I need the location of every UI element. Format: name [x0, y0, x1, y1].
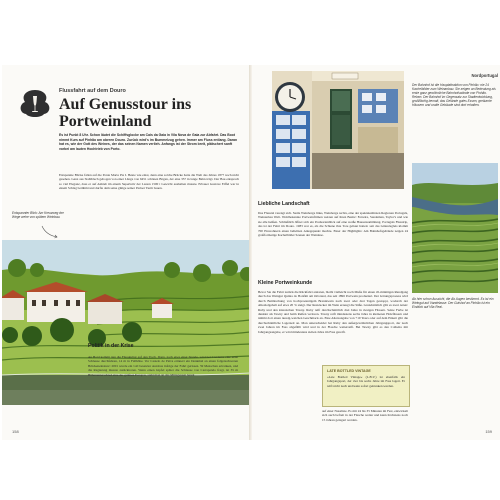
river-caption: Ab hier schon Aussicht, die Ab Augen bestimmt. Es ist ein Weingut auf Vandelasse. Der Gutshof an Pinhão ist ein Einblick auf Vila Real.: [412, 297, 494, 310]
right-page: [252, 65, 500, 440]
section-body-politik: An Bord kommt nun die Flusskultur auf den Tisch. Dann, nach etwa einer Stunde, wird bei Crestuma eine erste Schleuse durchfahren, 14 m in Fallhöhe. Vor Castelo de Paiva erinnert ein Denkmal an einen folgenschweren Brückeneinsturz: 2001 wurde ein voll besetzter Autobus infolge der Fahrt gerissen. 59 Menschen ertranken, und die Regierung musste zurücktreten. Wenn einen Gipfel später die Schleuse von Carrapatelo fragt, ist 35 m Höhenunterschied eine der größten Europas, steht man an das Mittagessen bereit.: [88, 355, 238, 377]
section-heading-portweinkunde: Kleine Portweinkunde: [258, 280, 313, 286]
tip-box: [322, 365, 410, 407]
tip-body: »Late Bottled Vintage« (L.B.V.) ist ebenfalls ein Jahrgangsport, der vier bis sechs Jahre im Fass lagert. Er reift nicht nach und kann sofort getrunken werden.: [327, 375, 405, 388]
tip-title: LATE BOTTLED VINTAGE: [327, 369, 371, 373]
section-body-portweinkunde: Bevor Sie die Fahrt zurück die Rückfahrt antreten, bleibt vielleicht noch Muße für einen 45-minütigen Rundgang durch das Weingut Quinta do Bonfim am Ortsrand, das seit 1896 Portwein produziert. Der Gärungsprozess wird durch Beimischung von hochprozentigem Branntwein nach zwei oder drei Tagen gestoppt, wodurch der Alkoholgehalt auf etwa 20 % steigt. Der Restzucker im Wein erzeugt die Süße. Grundsätzlich gibt es zwei Arten: Ruby und den klassischen Tawny. Ruby reift durchschnittlich drei Jahre in riesigen Fässern. Seine Farbe ist dunkler als Tawny und beim Reifen verloren. Tawny reift mindestens sechs Jahre in kleineren Holzfässern und nimmt dort einen nussig-weichen Geschmack an. Eine Altersangabe von +10 Years oder auf dem Etikett gibt die durchschnittliche Lagerzeit an. Man unterscheidet bei Ruby den außergewöhnlichen Jahrgangsport, der nach zwei Jahren im Fass abgefüllt wird und in der Flasche weiterreift. Bei Tawny gibt es den Colheita mit Jahrgangsangabe, er wird mindestens sieben Jahre im Fass gereift.: [258, 290, 408, 334]
intro-paragraph: Entspannte Blicke fallen auf die Ponte Maria Pia I. Heute wie einst, denn eine solche Brücke hatte die Welt des Jahres 1877 noch nicht gesehen. Ganz aus Stahlblech gebogen von einer Länge von 6451 schönen Bögen, der eine 357 in lange Bahn trägt. Der Bau entsprach so viel Eleganz, dass er auf Anhieb im einem Superlativ der Lasten 1500 t Gewicht aushalten musste. Erbauer Gustave Eiffel war in einem Schlag berühmt und durfte dem seine gütige seiner Pariser Turm bauen.: [59, 173, 239, 191]
page-number-right: 159: [485, 429, 492, 434]
douro-village-photo: [2, 240, 250, 405]
wine-glass-emblem-icon: [16, 87, 54, 119]
section-tag: Nordportugal: [471, 73, 498, 78]
closing-paragraph: auf einer Nussliste. Es mit 24 bis 35 Minuten im Fest, entwickelt sich auch befreit in der Flasche weiter und kann höchstens noch 15 Jahren gelagert werden.: [322, 409, 408, 422]
section-heading-politik: Politik in der Krise: [88, 343, 134, 349]
caption-arrow-icon: [40, 225, 60, 239]
station-caption: Der Bahnhof ist die Hauptattraktion von Pinhão: nie 24 Kachelbilder zum Weinanbau. Sie zeigen an Bedeutung als erste ganz gewöhnliche Bahnhofswände von Pinhão. Reben. Der Bahnhof im Gegensatz zur Stadtentwicklung, großflächig bemalt, das Gelände gutes Essen, geräumte Häusern und uralte Gebäude sind dort erhalten.: [412, 83, 496, 108]
section-heading-landschaft: Liebliche Landschaft: [258, 201, 310, 207]
lead-paragraph: Es ist Punkt 8 Uhr. Schon läutet die Schiffsglocke am Cais da Gaia in Vila Nova de Gaia zur Abfahrt. Das Boot nimmt Kurs auf Pinhão am oberen Douro. Zurück wird's im Bummelzug gehen. Immer am Fluss entlang. Daran hat es, wie der Gott des Weines, der das seinen Namen verlieh. Anfangs ist der Strom breit, plätschert sanft vorbei am lauten Hochtrieb von Porto.: [59, 133, 238, 151]
pinhao-station-photo: [272, 71, 404, 189]
douro-river-photo: [412, 163, 498, 293]
left-page: [2, 65, 251, 440]
page-number: 158: [12, 429, 19, 434]
article-headline: Auf Genusstour ins Portweinland: [59, 96, 192, 130]
article-kicker: Flussfahrt auf dem Douro: [59, 88, 126, 94]
photo-caption: Entspannter Blick: Am Kreuzweg der Wege wehe von spätem Weinbau.: [12, 211, 64, 220]
section-body-landschaft: Das Flusstal verengt sich. Steile Weinberge links, Weinberge rechts, eine der spektakulärsten Regionen Portugals, Weinanbau Welt. Wohlbekannte Portweinfirmen wetzen auf ihren Besitz: Ferreira, Sandeman, Taylor's und wie sie alle heißen. Schließlich öffnet sich ein Postkartenblick auf eine weiße Hausansammlung. Portugals Flusstrip, das ist der Fahrt im Douro. 1983 war es, als die Schiene ihre Tore gebaut hatten: seit das Güterzugleis klomm 700 Einwohnern einen beliebten Anlegepunkt machte. Einer der Highlights: Am Bahnhofsgebäude zeigen 24 großformatige Kachelbilder Szenen der Weinlese.: [258, 211, 408, 238]
